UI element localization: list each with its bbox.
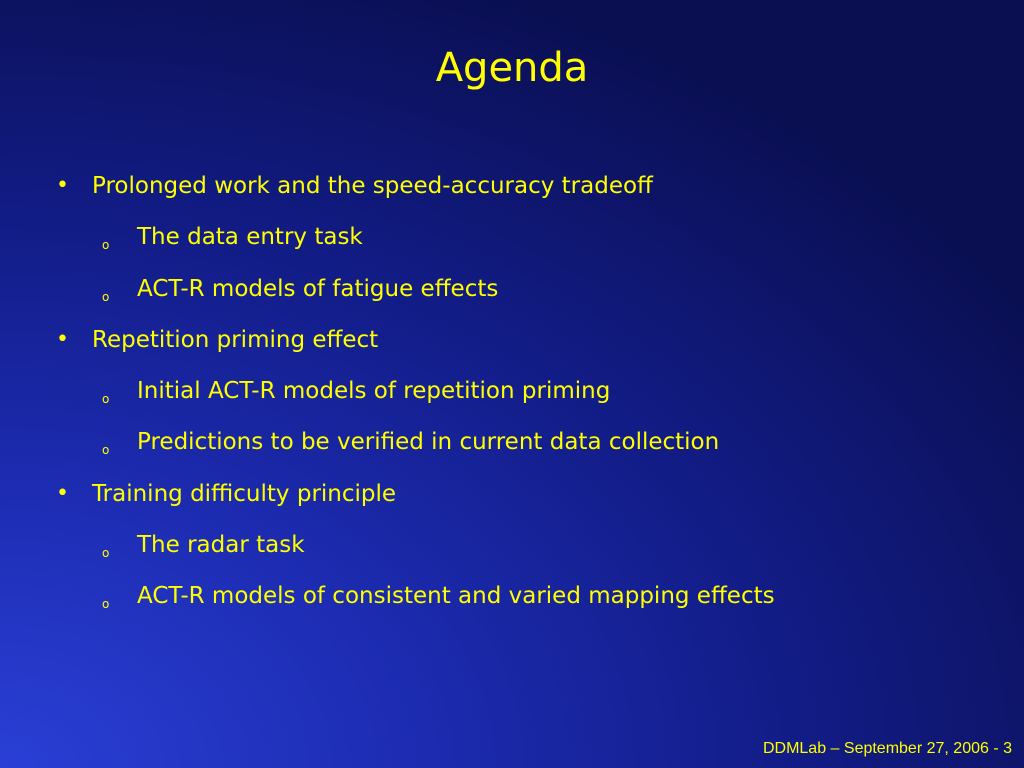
item-text: The data entry task xyxy=(137,224,363,251)
sub-bullet-item xyxy=(0,271,1024,322)
sub-bullet-item xyxy=(0,578,1024,629)
bullet-item xyxy=(0,476,1024,527)
sub-bullet-item xyxy=(0,424,1024,475)
sub-bullet-item xyxy=(0,373,1024,424)
item-text: ACT-R models of fatigue effects xyxy=(137,275,499,302)
sub-bullet-marker: o xyxy=(102,546,110,561)
item-text: The radar task xyxy=(137,532,305,559)
sub-bullet-item xyxy=(0,219,1024,270)
item-text: Initial ACT-R models of repetition priming xyxy=(137,378,611,405)
item-text: Predictions to be verified in current data collection xyxy=(137,429,720,456)
bullet-marker: • xyxy=(56,326,69,352)
slide-footer: DDMLab – September 27, 2006 - 3 xyxy=(762,740,1012,757)
sub-bullet-item xyxy=(0,527,1024,578)
sub-bullet-marker: o xyxy=(102,289,110,304)
sub-bullet-marker: o xyxy=(102,238,110,253)
sub-bullet-marker: o xyxy=(102,392,110,407)
slide-title: Agenda xyxy=(435,45,589,91)
item-text: ACT-R models of consistent and varied mapping effects xyxy=(137,583,775,610)
sub-bullet-marker: o xyxy=(102,443,110,458)
bullet-item xyxy=(0,168,1024,219)
item-text: Training difficulty principle xyxy=(92,480,397,507)
bullet-marker: • xyxy=(56,480,69,506)
bullet-item xyxy=(0,322,1024,373)
bullet-marker: • xyxy=(56,173,69,198)
item-text: Repetition priming effect xyxy=(92,326,379,353)
agenda-list xyxy=(0,168,1024,630)
sub-bullet-marker: o xyxy=(102,597,110,612)
item-text: Prolonged work and the speed-accuracy tradeoff xyxy=(92,173,653,199)
